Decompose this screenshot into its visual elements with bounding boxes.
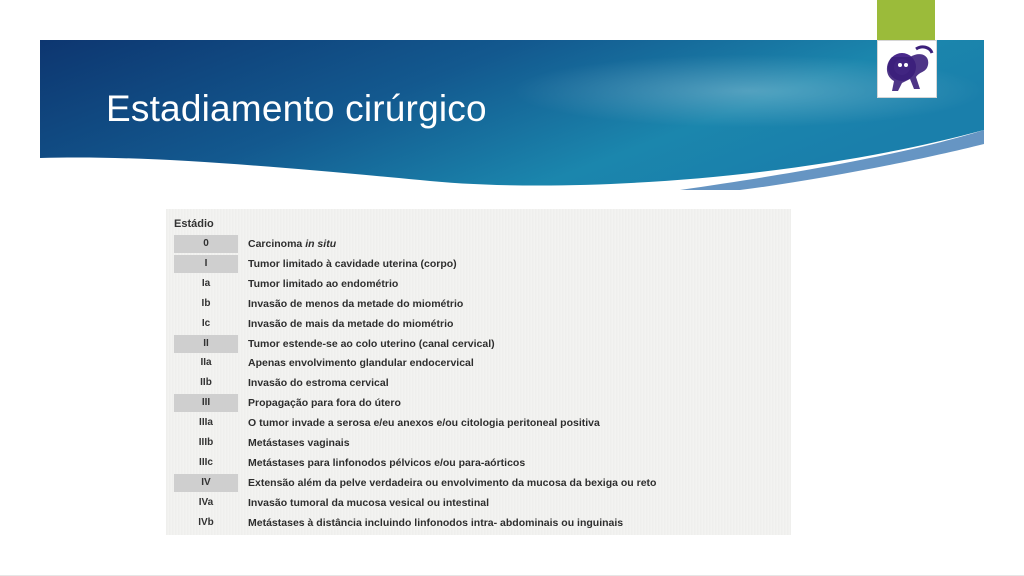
description-cell: O tumor invade a serosa e/eu anexos e/ou citologia peritoneal positiva (248, 417, 600, 430)
stage-cell: I (174, 255, 238, 273)
description-cell (248, 235, 336, 253)
stage-cell: III (174, 394, 238, 412)
stage-cell: 0 (174, 235, 238, 253)
description-cell: Metástases vaginais (248, 437, 350, 449)
stage-cell: IVb (198, 516, 214, 528)
table-row (174, 394, 784, 412)
table-row (174, 494, 784, 512)
table-row (174, 335, 784, 353)
slide-title: Estadiamento cirúrgico (106, 88, 487, 129)
table-row (174, 514, 784, 532)
description-text: Carcinoma (248, 238, 306, 250)
table-row (174, 474, 784, 492)
stage-cell: IV (174, 474, 238, 492)
table-row (174, 354, 784, 372)
table-row (174, 255, 784, 273)
stage-cell: Ic (201, 317, 211, 329)
description-cell: Invasão tumoral da mucosa vesical ou intestinal (248, 496, 489, 509)
description-italic-text: in situ (305, 238, 337, 250)
table-row (174, 235, 784, 253)
description-cell: Propagação para fora do útero (248, 397, 401, 410)
table-row (174, 374, 784, 392)
description-cell: Tumor estende-se ao colo uterino (canal cervical) (248, 337, 495, 350)
logo (877, 40, 937, 98)
description-cell: Apenas envolvimento glandular endocervical (248, 357, 474, 370)
lion-icon (880, 43, 934, 95)
description-cell: Metástases para linfonodos pélvicos e/ou para-aórticos (248, 456, 526, 469)
stage-cell: IIIc (199, 456, 213, 468)
table-row (174, 454, 784, 472)
stage-cell: Ia (201, 277, 211, 289)
stage-cell: IIb (200, 377, 212, 389)
stage-cell: IIa (200, 357, 212, 369)
table-row (174, 275, 784, 293)
table-row (174, 315, 784, 333)
stage-cell: IIIb (198, 437, 214, 448)
stage-cell: IVa (198, 496, 214, 508)
column-header-stage: Estádio (174, 218, 214, 230)
stage-cell: Ib (201, 297, 211, 309)
description-cell: Tumor limitado ao endométrio (248, 277, 399, 290)
stage-cell: IIIa (199, 417, 213, 429)
description-cell: Invasão do estroma cervical (248, 377, 389, 390)
table-row (174, 434, 784, 452)
table-row (174, 295, 784, 313)
logo-accent-tab (877, 0, 935, 40)
description-cell: Invasão de menos da metade do miométrio (248, 297, 464, 310)
table-row (174, 414, 784, 432)
description-cell: Tumor limitado à cavidade uterina (corpo) (248, 257, 457, 270)
description-cell: Invasão de mais da metade do miométrio (248, 317, 454, 330)
stage-cell: II (174, 335, 238, 353)
description-cell: Extensão além da pelve verdadeira ou envolvimento da mucosa da bexiga ou reto (248, 476, 657, 489)
description-cell: Metástases à distância incluindo linfonodos intra- abdominais ou inguinais (248, 516, 624, 529)
staging-table (166, 209, 791, 535)
